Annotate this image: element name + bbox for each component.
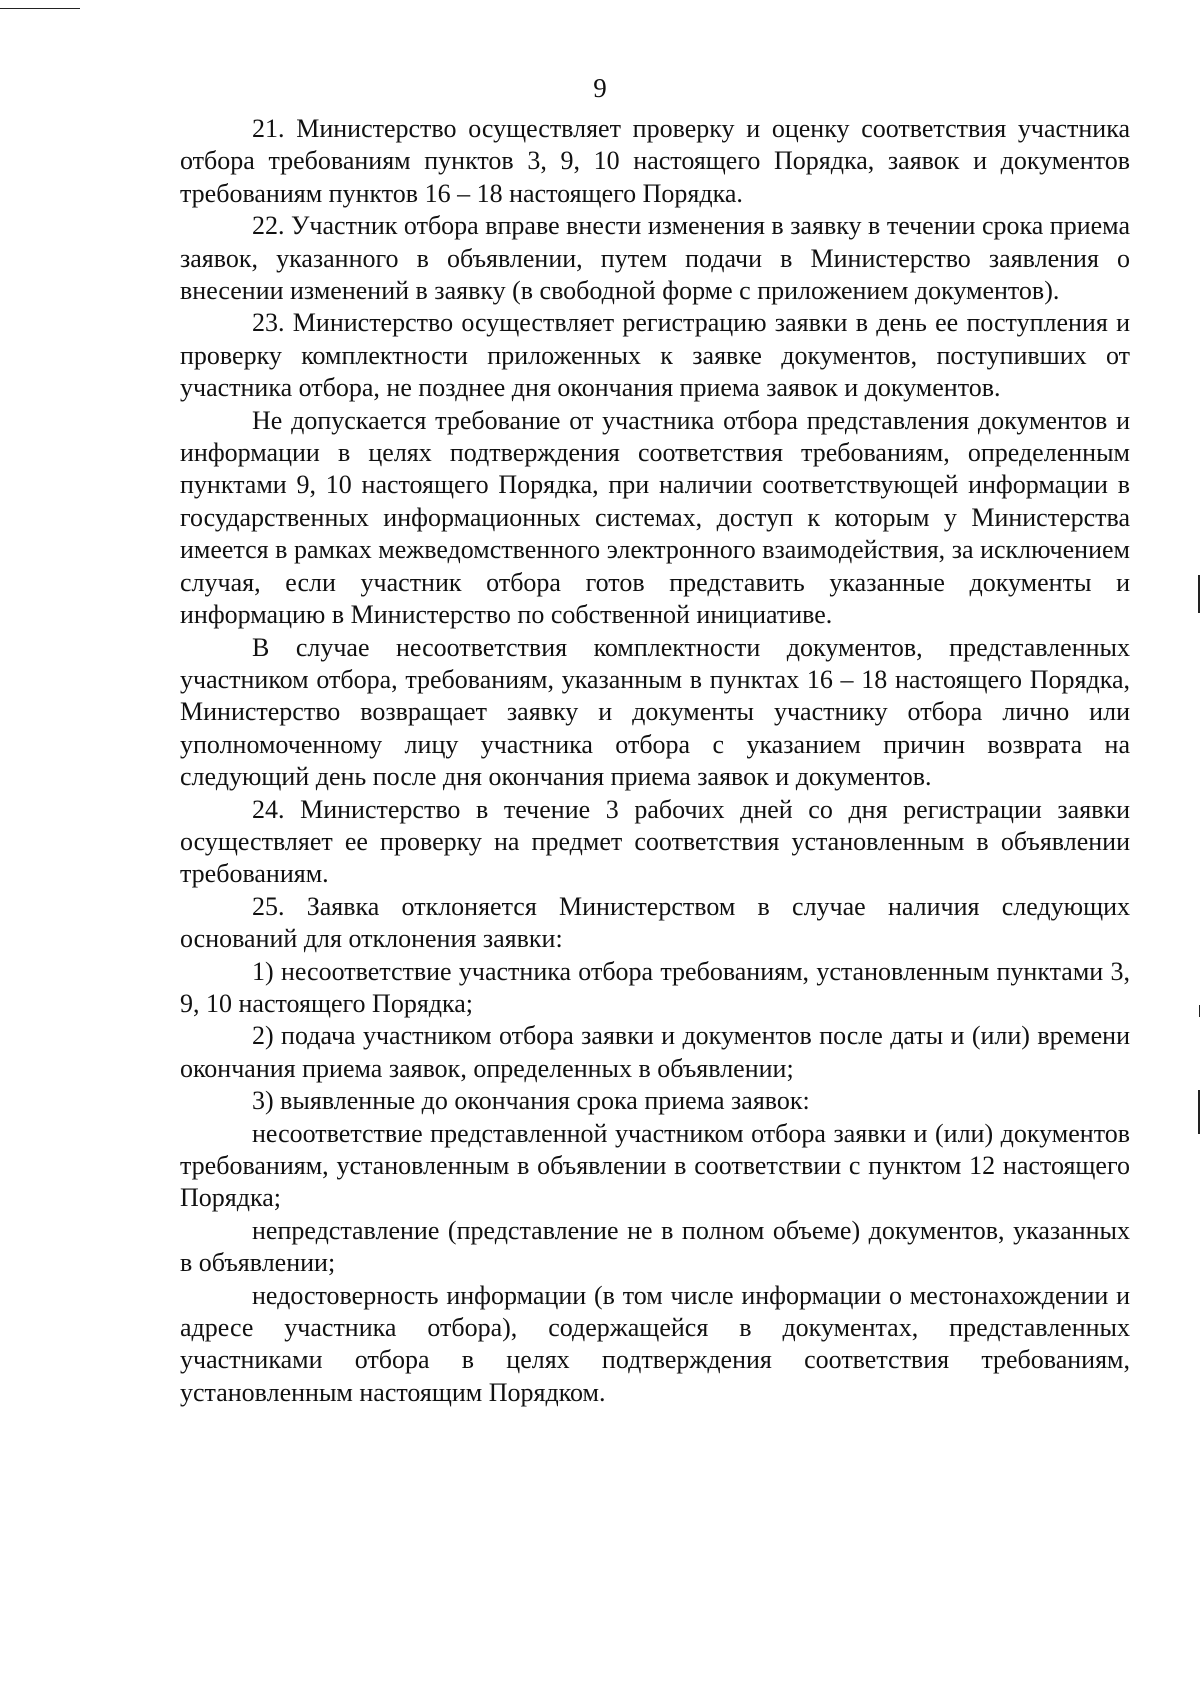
scan-edge-mark <box>0 8 80 9</box>
paragraph-24: 24. Министерство в течение 3 рабочих дней со дня регистрации заявки осуществляет ее проверку на предмет соответствия установленным в объявлении требованиям. <box>180 794 1130 889</box>
paragraph-23-return: В случае несоответствия комплектности документов, представленных участником отбора, требованиям, указанным в пунктах 16 – 18 настоящего Порядка, Министерство возвращает заявку и документы участнику отбора лично или уполномоченному лицу участника отбора с указанием причин возврата на следующий день после дня окончания приема заявок и документов. <box>180 632 1130 792</box>
sub-item-nonsubmission: непредставление (представление не в полном объеме) документов, указанных в объявлении; <box>180 1215 1130 1278</box>
sub-item-nonconformity: несоответствие представленной участником отбора заявки и (или) документов требованиям, установленным в объявлении в соответствии с пунктом 12 настоящего Порядка; <box>180 1118 1130 1213</box>
paragraph-22: 22. Участник отбора вправе внести изменения в заявку в течении срока приема заявок, указанного в объявлении, путем подачи в Министерство заявления о внесении изменений в заявку (в свободной форме с приложением документов). <box>180 211 1130 306</box>
document-body <box>180 113 1130 1409</box>
list-item-3: 3) выявленные до окончания срока приема заявок: <box>252 1086 810 1116</box>
paragraph-23-no-requirement: Не допускается требование от участника отбора представления документов и информации в целях подтверждения соответствия требованиям, определенным пунктами 9, 10 настоящего Порядка, при наличии соответствующей информации в государственных информационных системах, доступ к которым у Министерства имеется в рамках межведомственного электронного взаимодействия, за исключением случая, если участник отбора готов представить указанные документы и информацию в Министерство по собственной инициативе. <box>180 405 1130 630</box>
list-item-1: 1) несоответствие участника отбора требованиям, установленным пунктами 3, 9, 10 настоящего Порядка; <box>180 956 1130 1018</box>
list-item-2: 2) подача участником отбора заявки и документов после даты и (или) времени окончания приема заявок, определенных в объявлении; <box>180 1021 1130 1083</box>
sub-item-unreliability: недостоверность информации (в том числе информации о местонахождении и адресе участника отбора), содержащейся в документах, представленных участниками отбора в целях подтверждения соответствия требованиям, установленным настоящим Порядком. <box>180 1280 1130 1407</box>
paragraph-25: 25. Заявка отклоняется Министерством в случае наличия следующих оснований для отклонения заявки: <box>180 891 1130 954</box>
page-number: 9 <box>593 73 607 103</box>
paragraph-21: 21. Министерство осуществляет проверку и оценку соответствия участника отбора требованиям пунктов 3, 9, 10 настоящего Порядка, заявок и документов требованиям пунктов 16 – 18 настоящего Порядка. <box>180 114 1130 208</box>
paragraph-23: 23. Министерство осуществляет регистрацию заявки в день ее поступления и проверку комплектности приложенных к заявке документов, поступивших от участника отбора, не позднее дня окончания приема заявок и документов. <box>180 308 1130 403</box>
